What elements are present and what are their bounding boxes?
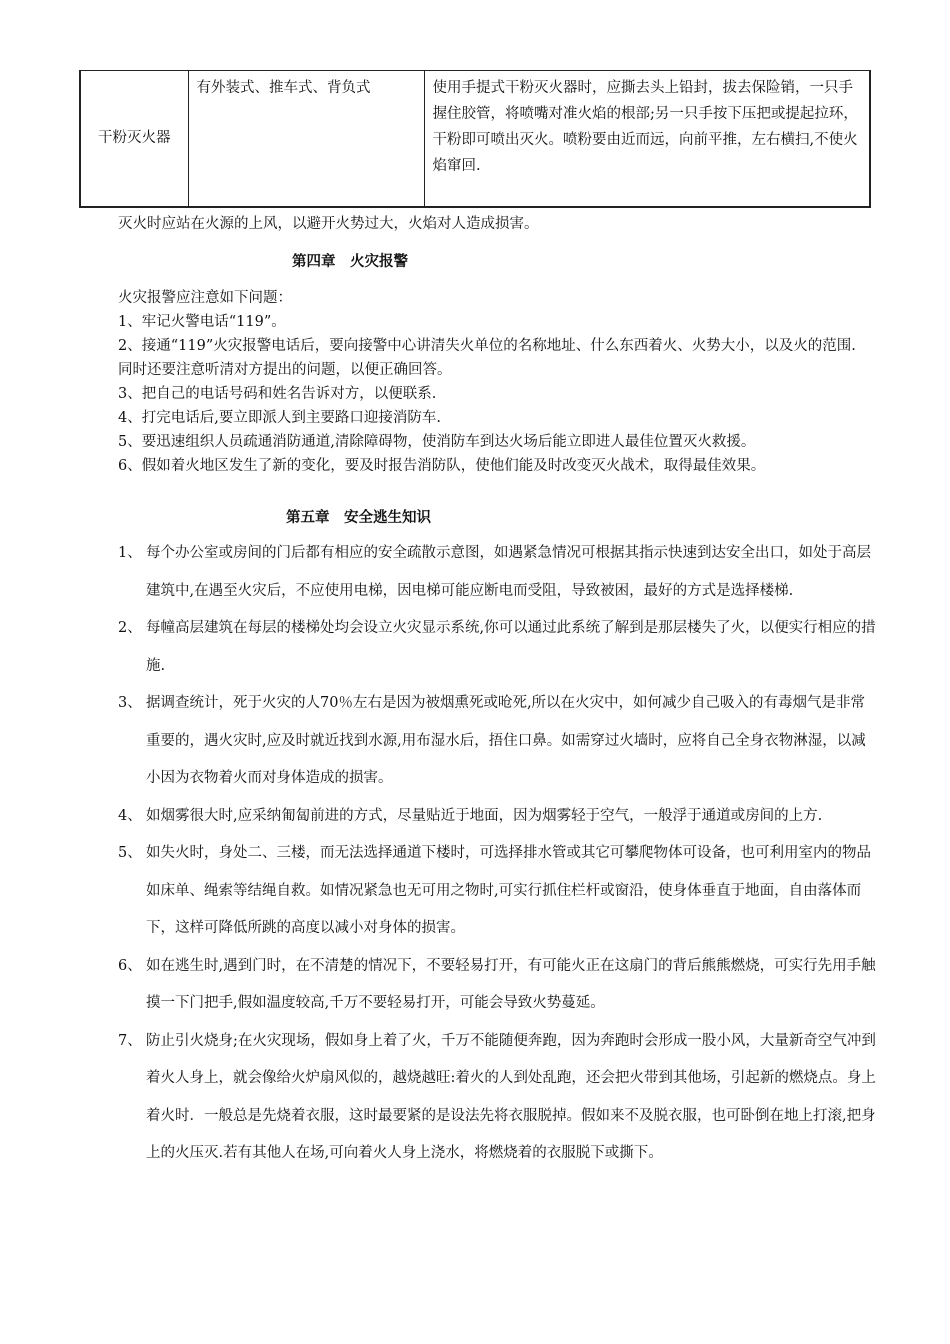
extinguisher-name-cell: 干粉灭火器	[80, 71, 188, 207]
table-row	[80, 71, 870, 207]
extinguisher-table	[79, 70, 871, 208]
list-item	[118, 610, 878, 685]
item-number: 5、	[118, 845, 142, 861]
list-item	[118, 835, 878, 948]
chapter5-list	[118, 535, 878, 1173]
note-after-table: 灭火时应站在火源的上风，以避开火势过大，火焰对人造成损害。	[118, 216, 539, 232]
item-text: 防止引火烧身;在火灾现场，假如身上着了火，千万不能随便奔跑，因为奔跑时会形成一股小风，大量新奇空气冲到着火人身上，就会像给火炉扇风似的，越烧越旺:着火的人到处乱跑，还会把火带到其他场，引起新的燃烧点。身上着火时．一般总是先烧着衣服，这时最要紧的是设法先将衣服脱掉。假如来不及脱衣服，也可卧倒在地上打滚,把身上的火压灭.若有其他人在场,可向着火人身上浇水，将燃烧着的衣服脱下或撕下。	[146, 1032, 876, 1161]
item-text: 如烟雾很大时,应采纳匍匐前进的方式，尽量贴近于地面，因为烟雾轻于空气，一般浮于通道或房间的上方.	[146, 807, 823, 824]
list-item	[118, 1023, 878, 1173]
chapter4-intro: 火灾报警应注意如下问题：	[118, 290, 292, 306]
item-text: 如在逃生时,遇到门时，在不清楚的情况下，不要轻易打开，有可能火正在这扇门的背后熊熊燃烧，可实行先用手触摸一下门把手,假如温度较高,千万不要轻易打开，可能会导致火势蔓延。	[146, 957, 876, 1011]
item-number: 3、	[118, 695, 142, 711]
item-number: 4、	[118, 807, 142, 824]
item-text: 每幢高层建筑在每层的楼梯处均会设立火灾显示系统,你可以通过此系统了解到是那层楼失了火，以便实行相应的措施.	[146, 620, 876, 674]
chapter4-item-5: 5、要迅速组织人员疏通消防通道,清除障碍物，使消防车到达火场后能立即进人最佳位置灭火救援。	[118, 434, 756, 450]
chapter4-item-2: 2、接通“119”火灾报警电话后，要向接警中心讲清失火单位的名称地址、什么东西着火、火势大小，以及火的范围.同时还要注意听清对方提出的问题，以便正确回答。	[118, 338, 856, 378]
item-number: 2、	[118, 620, 142, 636]
chapter4-item-3: 3、把自己的电话号码和姓名告诉对方，以便联系.	[118, 386, 437, 402]
item-number: 6、	[118, 957, 142, 974]
chapter4-item-4: 4、打完电话后,要立即派人到主要路口迎接消防车.	[118, 410, 441, 426]
item-number: 1、	[118, 545, 142, 561]
item-text: 每个办公室或房间的门后都有相应的安全疏散示意图，如遇紧急情况可根据其指示快速到达安全出口，如处于高层建筑中,在遇至火灾后，不应使用电梯，因电梯可能应断电而受阻，导致被困，最好的方式是选择楼梯.	[146, 545, 871, 599]
item-number: 7、	[118, 1032, 142, 1049]
list-item	[118, 798, 878, 836]
chapter4-title: 第四章 火灾报警	[292, 253, 408, 270]
chapter5-title: 第五章 安全逃生知识	[286, 509, 431, 526]
list-item	[118, 948, 878, 1023]
list-item	[118, 535, 878, 610]
extinguisher-usage-cell: 使用手提式干粉灭火器时，应撕去头上铅封，拔去保险销，一只手握住胶管，将喷嘴对准火焰的根部;另一只手按下压把或提起拉环，干粉即可喷出灭火。喷粉要由近而远，向前平推，左右横扫,不使火焰窜回.	[424, 71, 870, 207]
item-text: 如失火时，身处二、三楼，而无法选择通道下楼时，可选择排水管或其它可攀爬物体可设备，也可利用室内的物品如床单、绳索等结绳自救。如情况紧急也无可用之物时,可实行抓住栏杆或窗沿，使身体垂直于地面，自由落体而下，这样可降低所跳的高度以减小对身体的损害。	[146, 845, 871, 936]
item-text: 据调查统计，死于火灾的人70％左右是因为被烟熏死或呛死,所以在火灾中，如何减少自己吸入的有毒烟气是非常重要的，遇火灾时,应及时就近找到水源,用布湿水后，捂住口鼻。如需穿过火墙时，应将自己全身衣物淋湿，以减小因为衣物着火而对身体造成的损害。	[146, 695, 866, 786]
list-item	[118, 685, 878, 798]
extinguisher-types-cell: 有外装式、推车式、背负式	[188, 71, 424, 207]
chapter4-item-1: 1、牢记火警电话“119”。	[118, 314, 286, 330]
chapter4-item-6: 6、假如着火地区发生了新的变化，要及时报告消防队，使他们能及时改变灭火战术，取得最佳效果。	[118, 458, 766, 474]
